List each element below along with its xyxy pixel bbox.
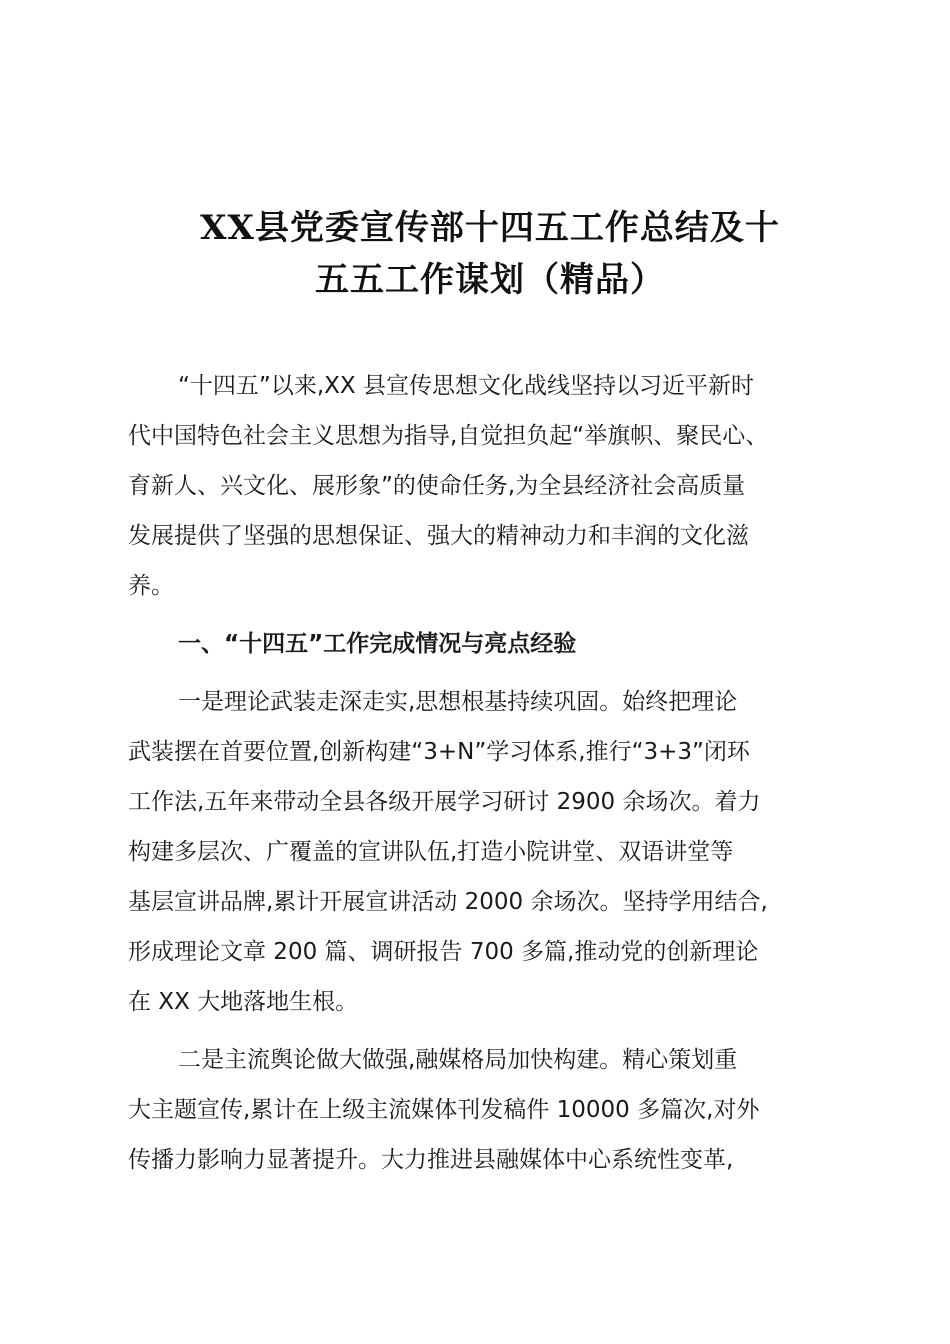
para2-line: 传播力影响力显著提升。大力推进县融媒体中心系统性变革, [128, 1147, 734, 1173]
para1-line: 一是理论武装走深走实,思想根基持续巩固。始终把理论 [178, 689, 738, 715]
para1-line: 形成理论文章 200 篇、调研报告 700 多篇,推动党的创新理论 [128, 939, 759, 965]
para1-line: 在 XX 大地落地生根。 [128, 989, 359, 1015]
para2-line: 大主题宣传,累计在上级主流媒体刊发稿件 10000 多篇次,对外 [128, 1097, 760, 1123]
intro-line: 养。 [128, 573, 174, 599]
para1-line: 构建多层次、广覆盖的宣讲队伍,打造小院讲堂、双语讲堂等 [128, 839, 734, 865]
para1-line: 工作法,五年来带动全县各级开展学习研讨 2900 余场次。着力 [128, 789, 761, 815]
intro-line: 代中国特色社会主义思想为指导,自觉担负起“举旗帜、聚民心、 [128, 423, 769, 449]
document-title-line-1: XX县党委宣传部十四五工作总结及十 [200, 208, 780, 248]
section-heading: 一、“十四五”工作完成情况与亮点经验 [178, 631, 577, 657]
intro-line: “十四五”以来,XX 县宣传思想文化战线坚持以习近平新时 [178, 373, 754, 399]
intro-line: 发展提供了坚强的思想保证、强大的精神动力和丰润的文化滋 [128, 523, 749, 549]
para1-line: 武装摆在首要位置,创新构建“3+N”学习体系,推行“3+3”闭环 [128, 739, 750, 765]
document-title-line-2: 五五工作谋划（精品） [315, 260, 665, 300]
intro-line: 育新人、兴文化、展形象”的使命任务,为全县经济社会高质量 [128, 473, 746, 499]
para1-line: 基层宣讲品牌,累计开展宣讲活动 2000 余场次。坚持学用结合, [128, 889, 768, 915]
para2-line: 二是主流舆论做大做强,融媒格局加快构建。精心策划重 [178, 1047, 738, 1073]
